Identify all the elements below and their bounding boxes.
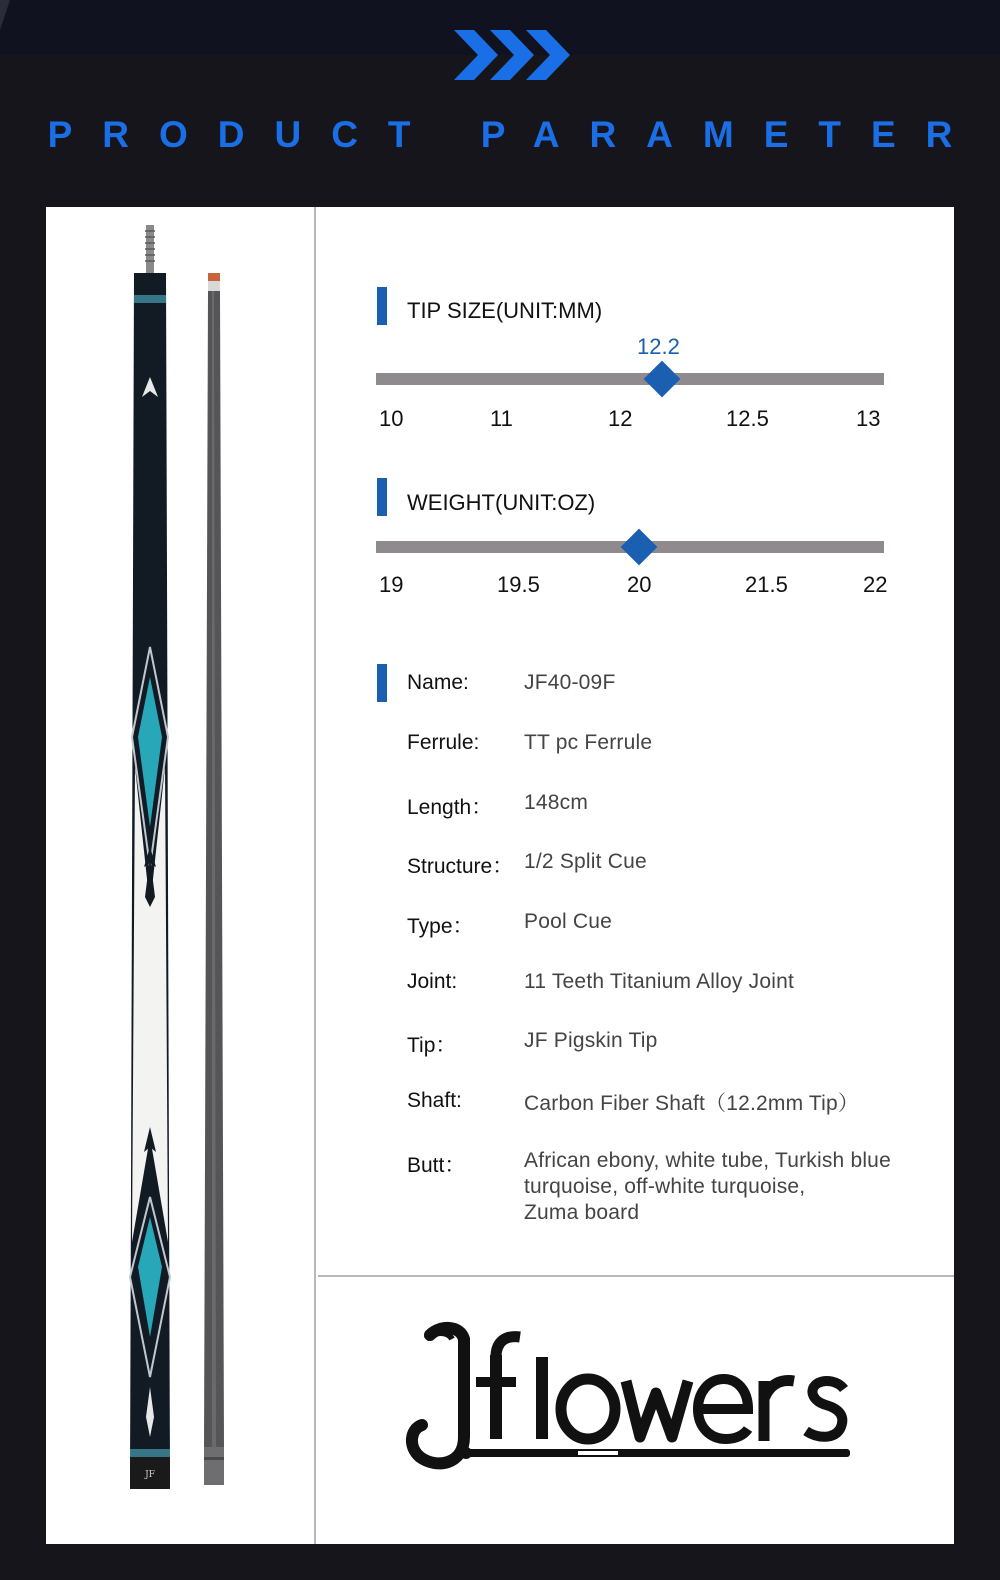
weight-tick: 21.5 <box>745 572 788 597</box>
spec-joint-value: 11 Teeth Titanium Alloy Joint <box>524 970 795 993</box>
svg-text:JF: JF <box>145 1470 155 1480</box>
weight-label: WEIGHT(UNIT:OZ) <box>407 490 596 515</box>
spec-joint-key: Joint: <box>407 970 458 993</box>
section-marker <box>377 664 387 702</box>
spec-tip-key: Tip： <box>407 1034 457 1057</box>
weight-tick: 20 <box>627 572 652 597</box>
tip-size-label: TIP SIZE(UNIT:MM) <box>407 298 603 323</box>
triple-chevron-right-icon <box>454 28 572 82</box>
spec-tip-value: JF Pigskin Tip <box>524 1029 658 1052</box>
tip-size-tick: 11 <box>490 406 513 431</box>
spec-shaft-key: Shaft: <box>407 1089 462 1112</box>
tip-size-tick: 12.5 <box>726 406 769 431</box>
spec-ferrule-key: Ferrule: <box>407 731 480 754</box>
spec-type-key: Type： <box>407 915 474 938</box>
tip-size-slider-thumb <box>644 361 681 398</box>
spec-shaft-value: Carbon Fiber Shaft（12.2mm Tip） <box>524 1092 860 1115</box>
tip-size-slider-track <box>376 373 884 385</box>
pool-cue-image <box>46 207 316 1544</box>
section-marker <box>377 478 387 516</box>
page-title: PRODUCT PARAMETER <box>47 114 983 155</box>
spec-butt-value-line: Zuma board <box>524 1201 640 1224</box>
spec-butt-value-line: African ebony, white tube, Turkish blue <box>524 1149 891 1172</box>
product-card <box>46 207 954 1544</box>
jflowers-logo <box>378 1317 878 1477</box>
spec-structure-key: Structure： <box>407 855 514 878</box>
spec-name-key: Name: <box>407 671 469 694</box>
spec-butt-key: Butt： <box>407 1154 466 1177</box>
tip-size-tick: 12 <box>608 406 633 431</box>
weight-tick: 19.5 <box>497 572 540 597</box>
spec-structure-value: 1/2 Split Cue <box>524 850 647 873</box>
weight-slider-thumb <box>621 529 658 566</box>
spec-type-value: Pool Cue <box>524 910 612 933</box>
spec-butt-value-line: turquoise, off-white turquoise, <box>524 1175 806 1198</box>
spec-length-key: Length： <box>407 796 493 819</box>
tip-size-tick: 10 <box>379 406 404 431</box>
weight-tick: 19 <box>379 572 404 597</box>
cue-tip <box>208 273 220 281</box>
cue-image-pane <box>46 207 316 1544</box>
spec-ferrule-value: TT pc Ferrule <box>524 731 653 754</box>
spec-length-value: 148cm <box>524 791 589 814</box>
divider <box>318 1275 954 1277</box>
weight-tick: 22 <box>863 572 888 597</box>
spec-name-value: JF40-09F <box>524 671 616 694</box>
tip-size-tick: 13 <box>856 406 881 431</box>
parameter-pane <box>318 207 954 1544</box>
tip-size-value: 12.2 <box>637 334 680 359</box>
section-marker <box>377 287 387 325</box>
